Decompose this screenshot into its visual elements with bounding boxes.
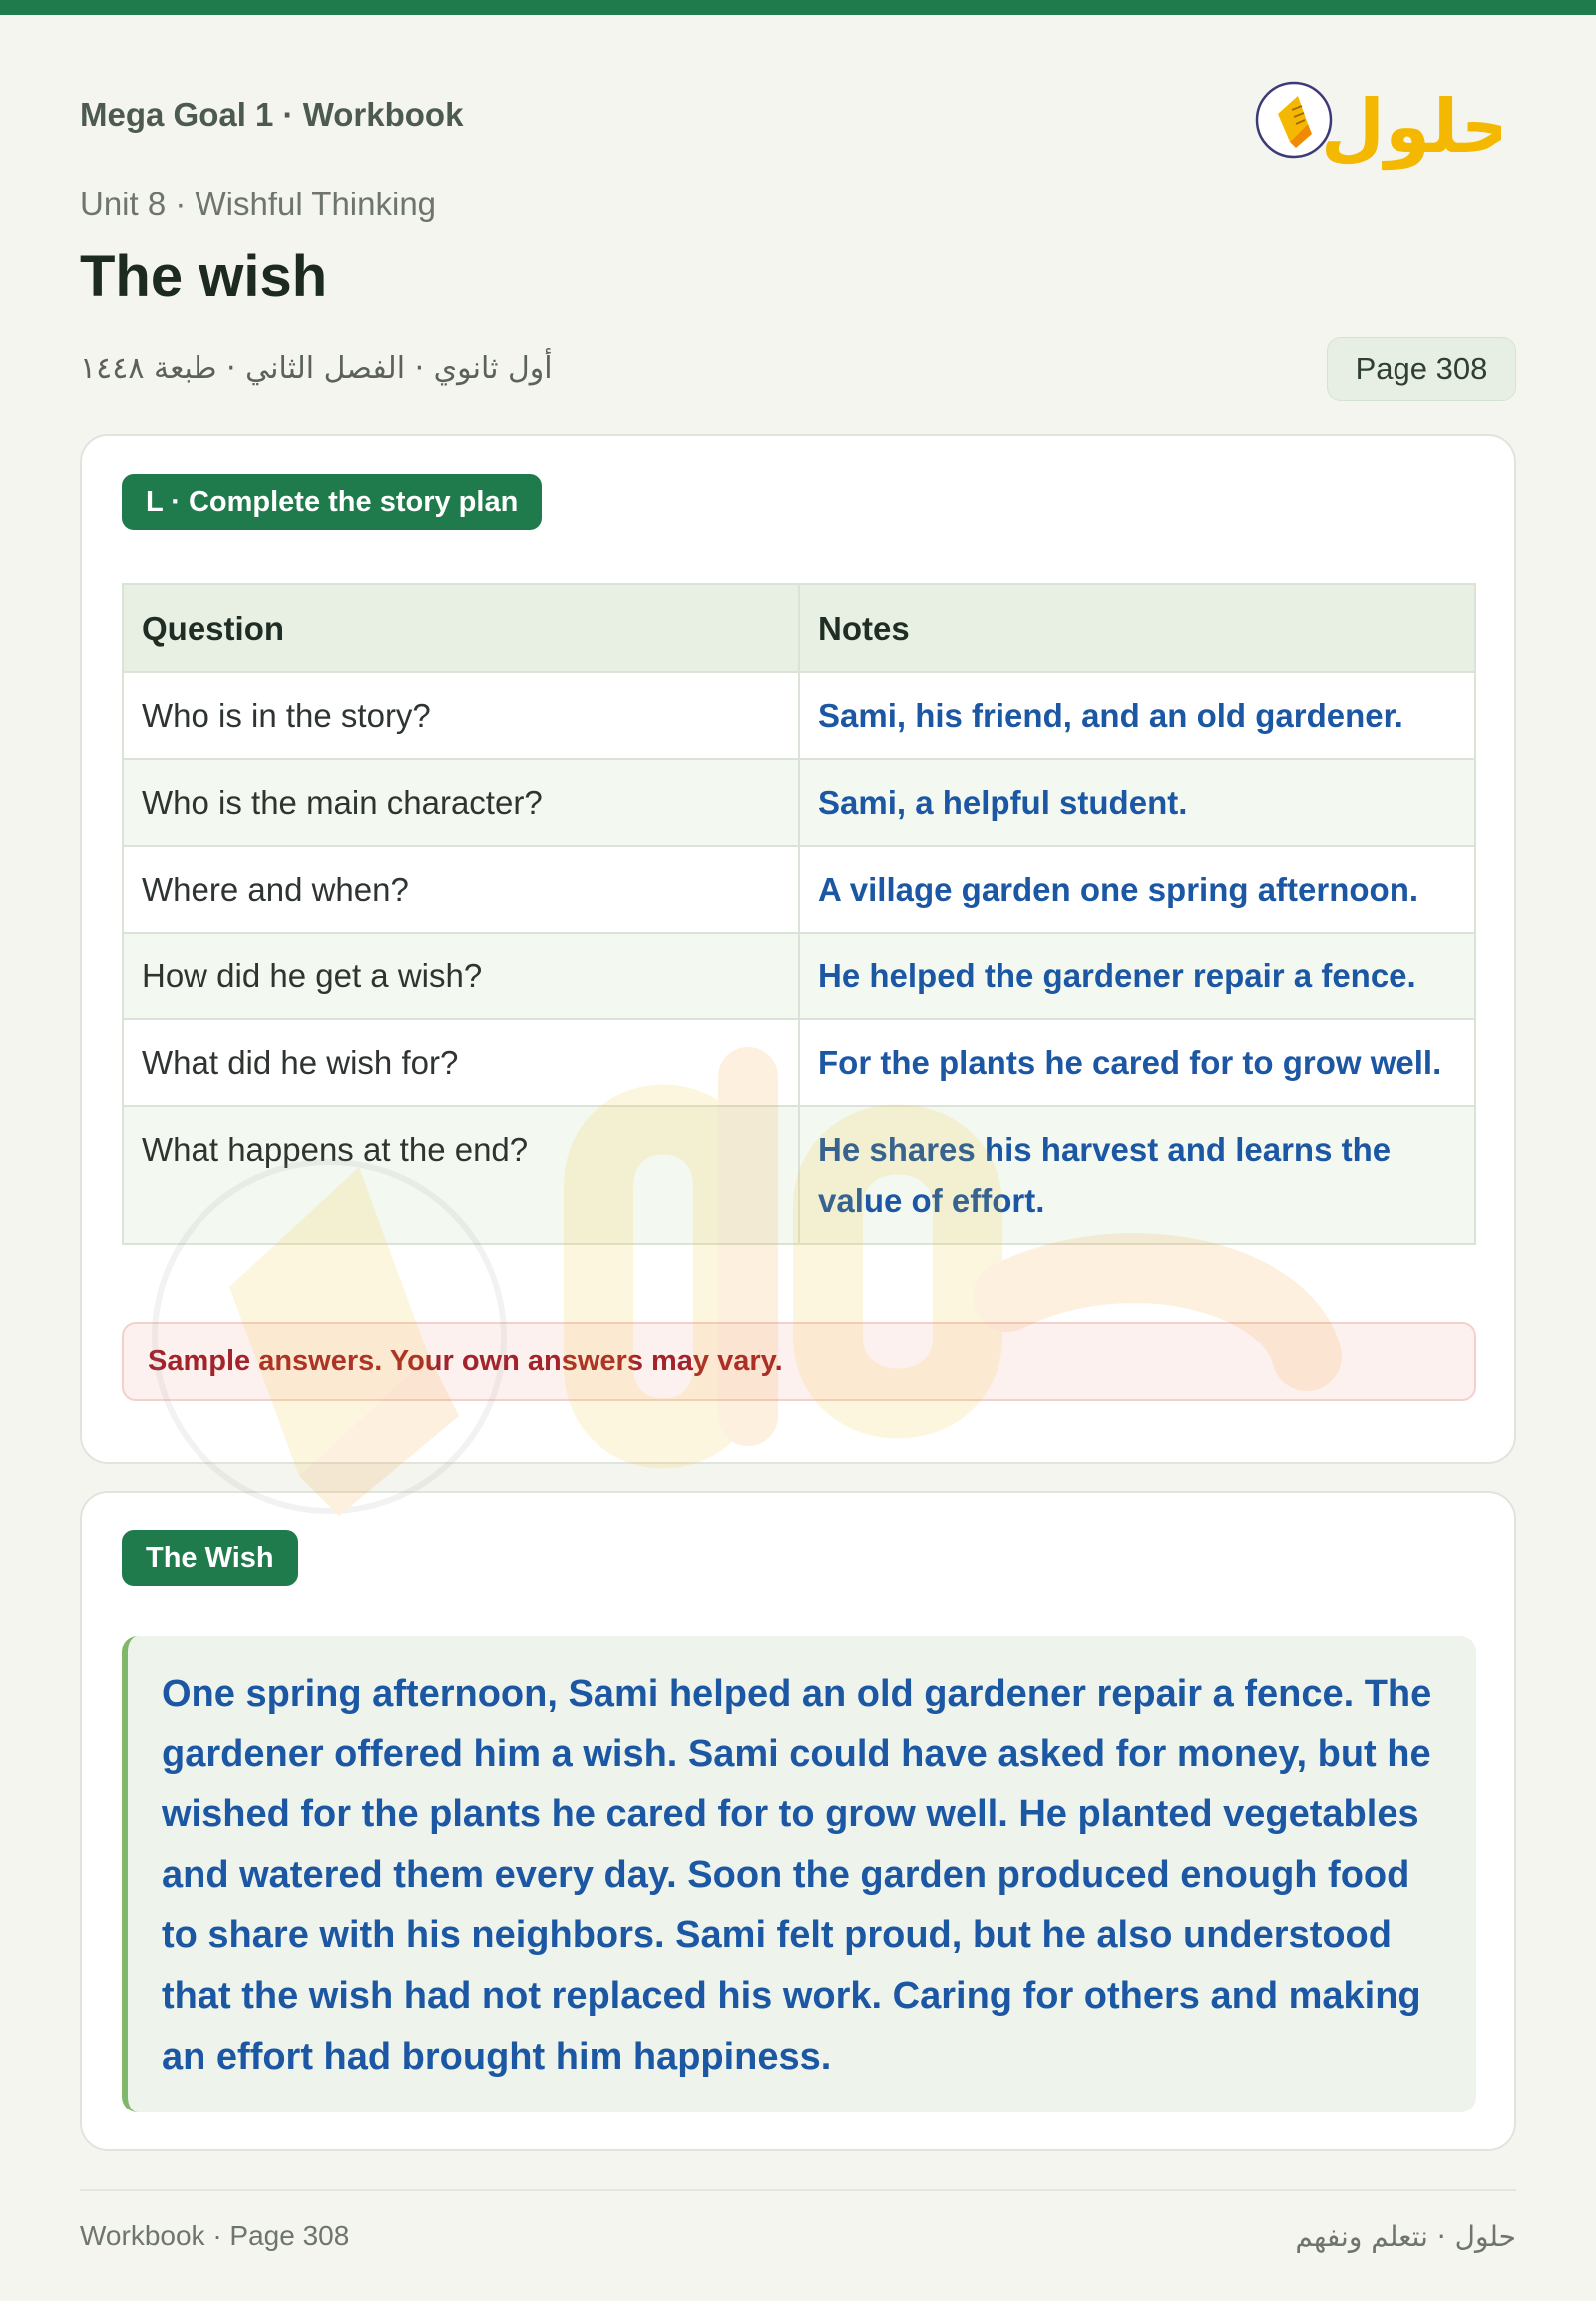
column-header-question: Question (123, 584, 799, 672)
answer-cell: He shares his harvest and learns the value of effort. (799, 1106, 1475, 1244)
page-title: The wish (80, 244, 328, 309)
story-box (122, 1636, 1476, 2112)
question-cell: Who is the main character? (123, 759, 799, 846)
answer-cell: Sami, a helpful student. (799, 759, 1475, 846)
footer-divider (80, 2189, 1516, 2191)
book-title: Mega Goal 1 · Workbook (80, 96, 464, 133)
table-row (123, 846, 1475, 933)
footer-page-label: Workbook · Page 308 (80, 2220, 350, 2251)
top-accent-bar (0, 0, 1596, 15)
arabic-grade-label: أول ثانوي · الفصل الثاني · طبعة ١٤٤٨ (80, 351, 553, 386)
answer-cell: A village garden one spring afternoon. (799, 846, 1475, 933)
column-header-notes: Notes (799, 584, 1475, 672)
story-plan-badge: L · Complete the story plan (122, 474, 542, 530)
hulul-logo (1252, 62, 1501, 172)
table-row (123, 759, 1475, 846)
question-cell: What happens at the end? (123, 1106, 799, 1244)
table-row (123, 1019, 1475, 1106)
answer-cell: Sami, his friend, and an old gardener. (799, 672, 1475, 759)
question-cell: Where and when? (123, 846, 799, 933)
table-row (123, 1106, 1475, 1244)
page-number-badge: Page 308 (1327, 337, 1516, 401)
story-paragraph: One spring afternoon, Sami helped an old gardener repair a fence. The gardener offered him a wish. Sami could have asked for money, but he wished for the plants he cared for to grow well. He planted vegetables and watered them every day. Soon the garden produced enough food to share with his neighbors. Sami felt proud, but he also understood that the wish had not replaced his work. Caring for others and making an effort had brought him happiness. (162, 1673, 1432, 2078)
logo-wordmark: حلول (1320, 84, 1501, 170)
answer-cell: He helped the gardener repair a fence. (799, 933, 1475, 1019)
story-plan-card (80, 434, 1516, 1464)
story-card (80, 1491, 1516, 2151)
question-cell: What did he wish for? (123, 1019, 799, 1106)
footer-brand-tagline: حلول · نتعلم ونفهم (1295, 2220, 1516, 2253)
table-row (123, 672, 1475, 759)
table-header-row (123, 584, 1475, 672)
answer-cell: For the plants he cared for to grow well. (799, 1019, 1475, 1106)
story-plan-table (122, 583, 1476, 1245)
table-row (123, 933, 1475, 1019)
story-badge: The Wish (122, 1530, 298, 1586)
unit-label: Unit 8 · Wishful Thinking (80, 186, 437, 222)
question-cell: How did he get a wish? (123, 933, 799, 1019)
sample-answers-note: Sample answers. Your own answers may vary. (122, 1322, 1476, 1401)
question-cell: Who is in the story? (123, 672, 799, 759)
